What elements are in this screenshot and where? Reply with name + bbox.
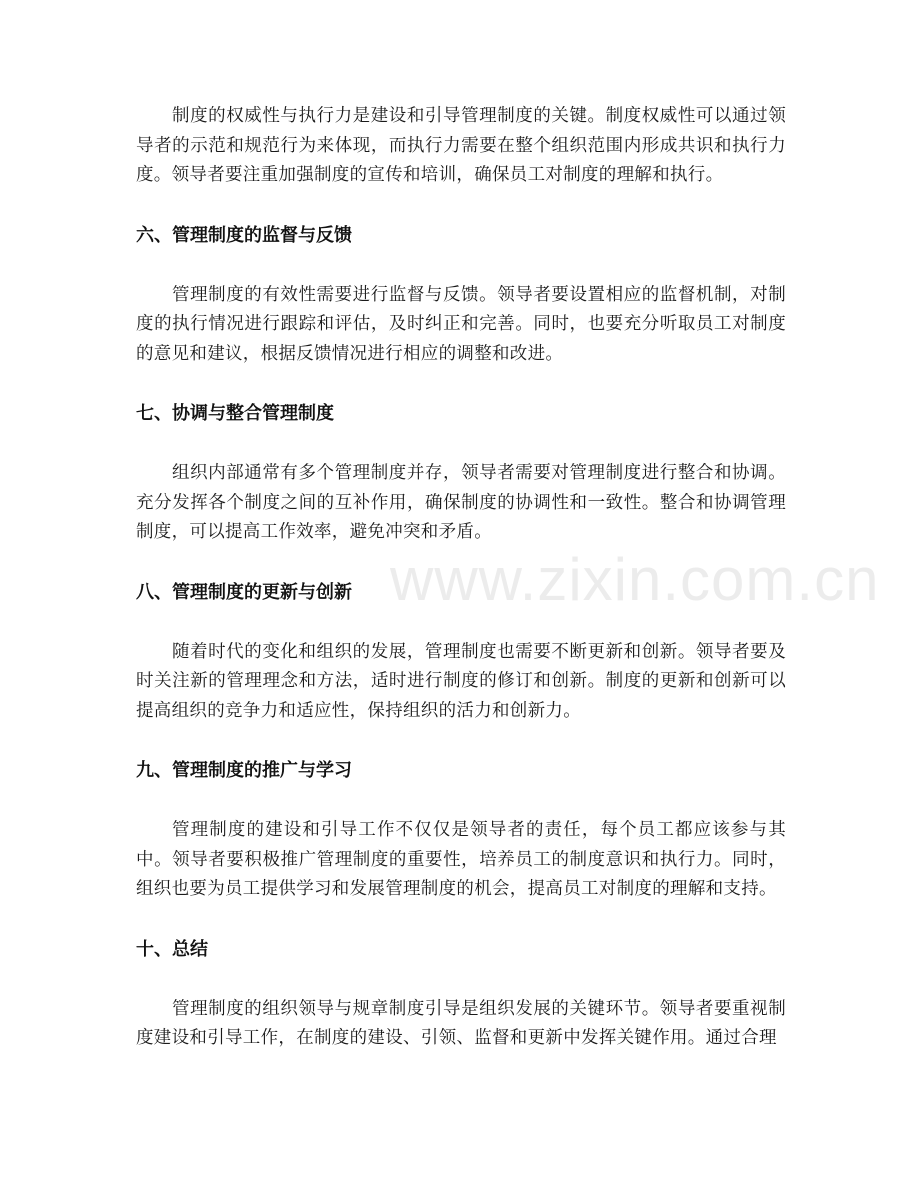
paragraph-section-8: 随着时代的变化和组织的发展，管理制度也需要不断更新和创新。领导者要及时关注新的管理理念和方法，适时进行制度的修订和创新。制度的更新和创新可以提高组织的竞争力和适应性，保持组织的活力和创新力。 (136, 641, 786, 721)
paragraph-section-6: 管理制度的有效性需要进行监督与反馈。领导者要设置相应的监督机制，对制度的执行情况进行跟踪和评估，及时纠正和完善。同时，也要充分听取员工对制度的意见和建议，根据反馈情况进行相应的调整和改进。 (136, 284, 786, 364)
heading-section-9: 九、管理制度的推广与学习 (136, 760, 352, 781)
paragraph-section-9: 管理制度的建设和引导工作不仅仅是领导者的责任，每个员工都应该参与其中。领导者要积极推广管理制度的重要性，培养员工的制度意识和执行力。同时，组织也要为员工提供学习和发展管理制度的机会，提高员工对制度的理解和支持。 (136, 820, 786, 899)
heading-section-10: 十、总结 (136, 938, 208, 960)
heading-section-6: 六、管理制度的监督与反馈 (136, 224, 352, 246)
paragraph-section-7: 组织内部通常有多个管理制度并存，领导者需要对管理制度进行整合和协调。充分发挥各个制度之间的互补作用，确保制度的协调性和一致性。整合和协调管理制度，可以提高工作效率，避免冲突和矛盾。 (136, 463, 786, 542)
paragraph-intro: 制度的权威性与执行力是建设和引导管理制度的关键。制度权威性可以通过领导者的示范和规范行为来体现，而执行力需要在整个组织范围内形成共识和执行力度。领导者要注重加强制度的宣传和培训，确保员工对制度的理解和执行。 (136, 106, 786, 185)
document-body (136, 102, 786, 1054)
paragraph-section-10: 管理制度的组织领导与规章制度引导是组织发展的关键环节。领导者要重视制度建设和引导工作，在制度的建设、引领、监督和更新中发挥关键作用。通过合理 (136, 998, 786, 1048)
watermark: www.zixin.com.cn (390, 546, 880, 613)
heading-section-7: 七、协调与整合管理制度 (136, 403, 334, 424)
heading-section-8: 八、管理制度的更新与创新 (136, 581, 352, 603)
